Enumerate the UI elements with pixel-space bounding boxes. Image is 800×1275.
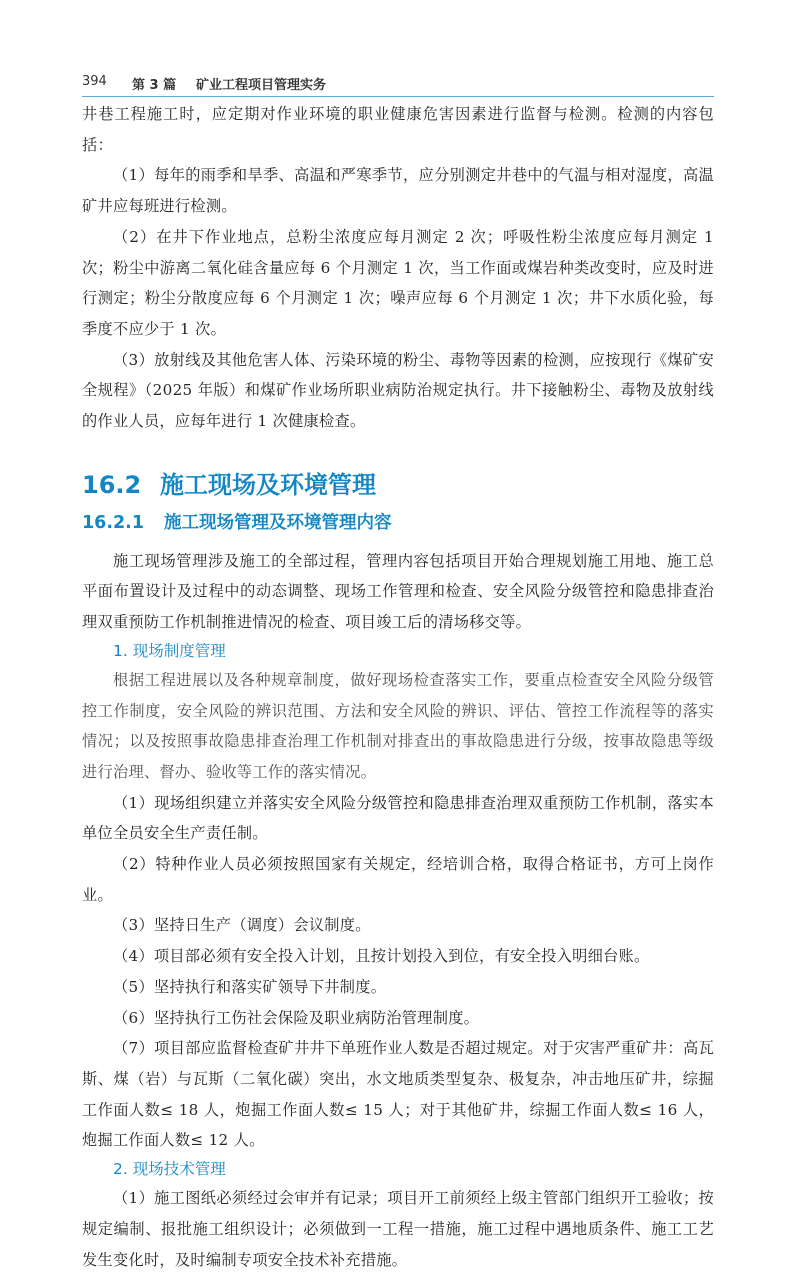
intro-paragraph: 井巷工程施工时，应定期对作业环境的职业健康危害因素进行监督与检测。检测的内容包括：: [82, 105, 714, 154]
site-rules-item-2: （2）特种作业人员必须按照国家有关规定，经培训合格，取得合格证书，方可上岗作业。: [82, 855, 714, 904]
site-rules-item-4: （4）项目部必须有安全投入计划，且按计划投入到位，有安全投入明细台账。: [113, 947, 650, 966]
section-heading: [82, 462, 714, 508]
site-rules-item-6: （6）坚持执行工伤社会保险及职业病防治管理制度。: [113, 1008, 480, 1027]
intro-item-2: （2）在井下作业地点，总粉尘浓度应每月测定 2 次；呼吸性粉尘浓度应每月测定 1 次；粉尘中游离二氧化硅含量应每 6 个月测定 1 次，当工作面或煤岩种类改变时，应及时进行测定；粉尘分散度应每 6 个月测定 1 次；噪声应每 6 个月测定 1 次；井下水质化验，每季度不应少于 1 次。: [82, 227, 714, 338]
site-tech-item-1: （1）施工图纸必须经过会审并有记录；项目开工前须经上级主管部门组织开工验收；按规定编制、报批施工组织设计；必须做到一工程一措施，施工过程中遇地质条件、施工工艺发生变化时，及时编制专项安全技术补充措施。: [82, 1189, 714, 1269]
subsection-number: 16.2.1: [82, 512, 145, 533]
site-tech-heading: 2. 现场技术管理: [113, 1160, 226, 1179]
site-rules-item-1: （1）现场组织建立并落实安全风险分级管控和隐患排查治理双重预防工作机制，落实本单位全员安全生产责任制。: [82, 793, 714, 843]
site-rules-paragraph: 根据工程进展以及各种规章制度，做好现场检查落实工作，要重点检查安全风险分级管控工作制度，安全风险的辨识范围、方法和安全风险的辨识、评估、管控工作流程等的落实情况；以及按照事故隐患排查治理工作机制对排查出的事故隐患进行分级，按事故隐患等级进行治理、督办、验收等工作的落实情况。: [82, 670, 714, 781]
page-body: [82, 99, 714, 1275]
site-rules-item-5: （5）坚持执行和落实矿领导下井制度。: [113, 977, 387, 996]
site-rules-item-3: （3）坚持日生产（调度）会议制度。: [113, 916, 371, 935]
intro-item-1: （1）每年的雨季和旱季、高温和严寒季节，应分别测定井巷中的气温与相对湿度，高温矿井应每班进行检测。: [82, 166, 714, 216]
subsection-title: 施工现场管理及环境管理内容: [164, 512, 392, 533]
part-label: 第 3 篇: [132, 78, 177, 93]
section-title: 施工现场及环境管理: [160, 470, 376, 499]
subsection-paragraph: 施工现场管理涉及施工的全部过程，管理内容包括项目开始合理规划施工用地、施工总平面布置设计及过程中的动态调整、现场工作管理和检查、安全风险分级管控和隐患排查治理双重预防工作机制推进情况的检查、项目竣工后的清场移交等。: [82, 551, 714, 632]
page-number: 394: [82, 74, 107, 89]
site-rules-item-7: （7）项目部应监督检查矿井井下单班作业人数是否超过规定。对于灾害严重矿井：高瓦斯、煤（岩）与瓦斯（二氧化碳）突出，水文地质类型复杂、极复杂，冲击地压矿井，综掘工作面人数≤ 18 人，炮掘工作面人数≤ 15 人；对于其他矿井，综掘工作面人数≤ 16 人，炮掘工作面人数≤ 12 人。: [82, 1039, 714, 1150]
section-number: 16.2: [82, 470, 142, 499]
running-header: [82, 70, 714, 97]
site-rules-heading: 1. 现场制度管理: [113, 641, 226, 660]
subsection-heading: [82, 508, 714, 538]
book-title: 矿业工程项目管理实务: [196, 78, 327, 93]
intro-item-3: （3）放射线及其他危害人体、污染环境的粉尘、毒物等因素的检测，应按现行《煤矿安全规程》（2025 年版）和煤矿作业场所职业病防治规定执行。井下接触粉尘、毒物及放射线的作业人员，应每年进行 1 次健康检查。: [82, 350, 714, 431]
